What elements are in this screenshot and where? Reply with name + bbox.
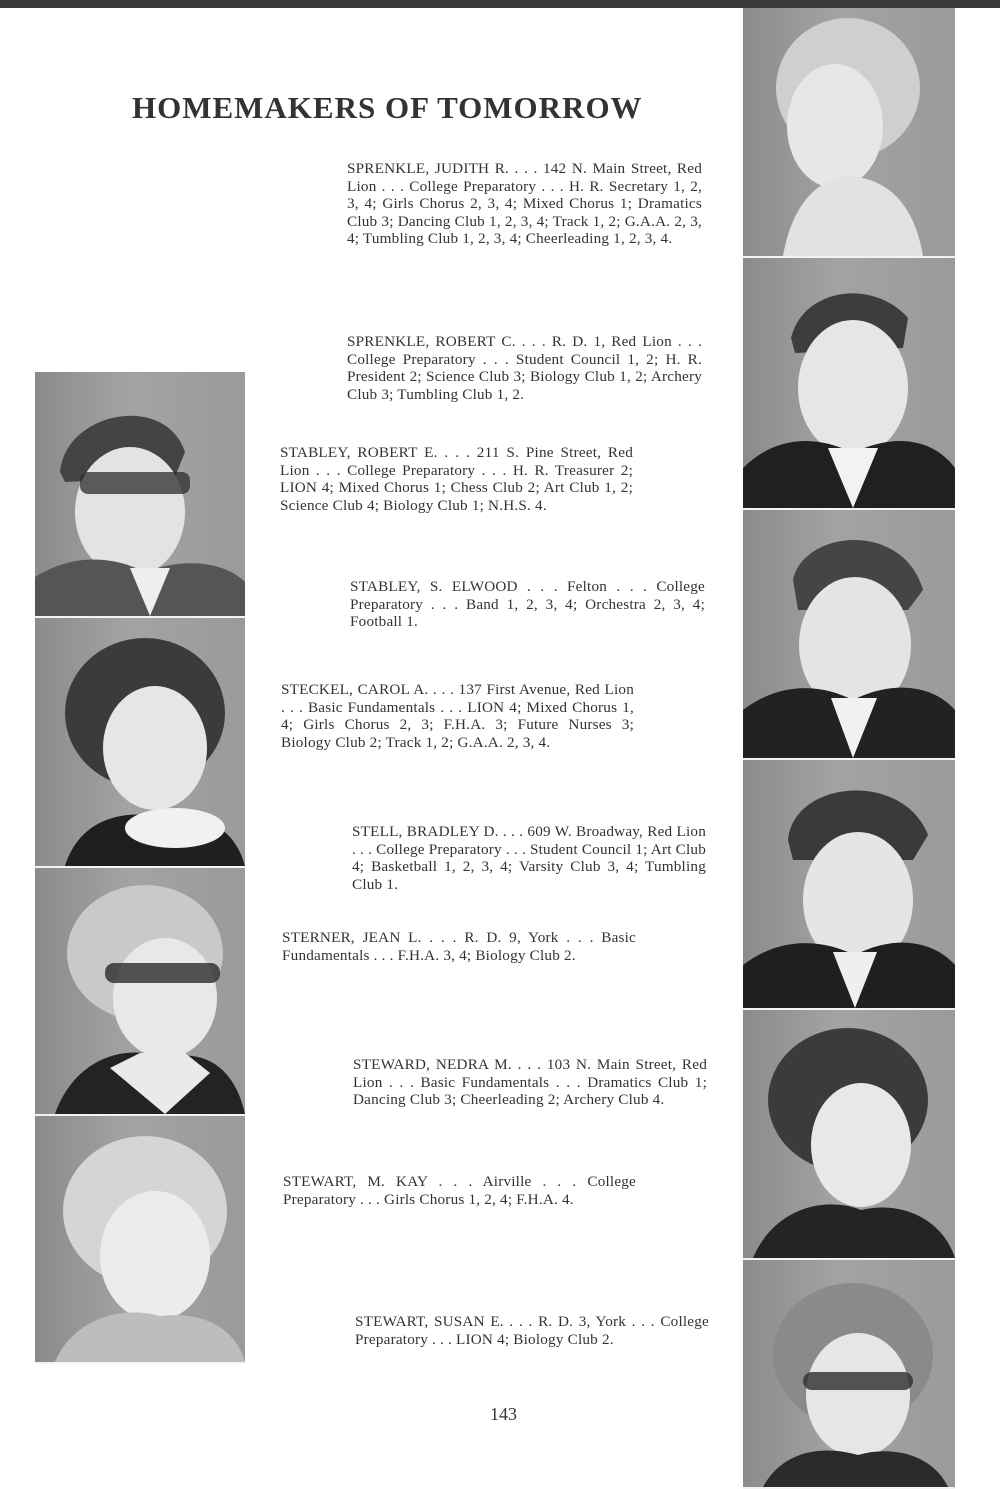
portrait-stabley-robert [35,372,245,618]
portrait-stabley-elwood [743,510,955,760]
entry-sprenkle-robert: SPRENKLE, ROBERT C. . . . R. D. 1, Red Lion . . . College Preparatory . . . Student Council 1, 2; H. R. President 2; Science Club 3; Biology Club 1, 2; Archery Club 3; Tumbling Club 1, 2. [347,333,702,403]
entry-steckel-carol: STECKEL, CAROL A. . . . 137 First Avenue, Red Lion . . . Basic Fundamentals . . . LION 4; Mixed Chorus 1, 4; Girls Chorus 2, 3; F.H.A. 3; Future Nurses 3; Biology Club 2; Track 1, 2; G.A.A. 2, 3, 4. [281,681,634,751]
portrait-sterner-jean [35,868,245,1116]
portrait-steward-nedra [743,1010,955,1260]
entry-steward-nedra: STEWARD, NEDRA M. . . . 103 N. Main Street, Red Lion . . . Basic Fundamentals . . . Dramatics Club 1; Dancing Club 3; Cheerleading 2; Archery Club 4. [353,1056,707,1109]
entry-stewart-kay: STEWART, M. KAY . . . Airville . . . College Preparatory . . . Girls Chorus 1, 2, 4; F.H.A. 4. [283,1173,636,1208]
portrait-sprenkle-judith [743,8,955,258]
entry-stewart-susan: STEWART, SUSAN E. . . . R. D. 3, York . . . College Preparatory . . . LION 4; Biology Club 2. [355,1313,709,1348]
entry-stabley-elwood: STABLEY, S. ELWOOD . . . Felton . . . College Preparatory . . . Band 1, 2, 3, 4; Orchestra 2, 3, 4; Football 1. [350,578,705,631]
portrait-stewart-kay [35,1116,245,1364]
portrait-stewart-susan [743,1260,955,1489]
top-edge-band [0,0,1000,8]
portrait-sprenkle-robert [743,258,955,510]
page-number: 143 [490,1404,517,1424]
portrait-steckel-carol [35,618,245,868]
portrait-stell-bradley [743,760,955,1010]
entry-stell-bradley: STELL, BRADLEY D. . . . 609 W. Broadway, Red Lion . . . College Preparatory . . . Student Council 1; Art Club 4; Basketball 1, 2, 3, 4; Varsity Club 3, 4; Tumbling Club 1. [352,823,706,893]
page-title: HOMEMAKERS OF TOMORROW [132,90,643,125]
entry-stabley-robert: STABLEY, ROBERT E. . . . 211 S. Pine Street, Red Lion . . . College Preparatory . . . H. R. Treasurer 2; LION 4; Mixed Chorus 1; Chess Club 2; Art Club 1, 2; Science Club 4; Biology Club 1; N.H.S. 4. [280,444,633,514]
entry-sprenkle-judith: SPRENKLE, JUDITH R. . . . 142 N. Main Street, Red Lion . . . College Preparatory . . . H. R. Secretary 1, 2, 3, 4; Girls Chorus 2, 3, 4; Mixed Chorus 1; Dramatics Club 3; Dancing Club 1, 2, 3, 4; Track 1, 2; G.A.A. 2, 3, 4; Tumbling Club 1, 2, 3, 4; Cheerleading 1, 2, 3, 4. [347,160,702,248]
entry-sterner-jean: STERNER, JEAN L. . . . R. D. 9, York . . . Basic Fundamentals . . . F.H.A. 3, 4; Biology Club 2. [282,929,636,964]
